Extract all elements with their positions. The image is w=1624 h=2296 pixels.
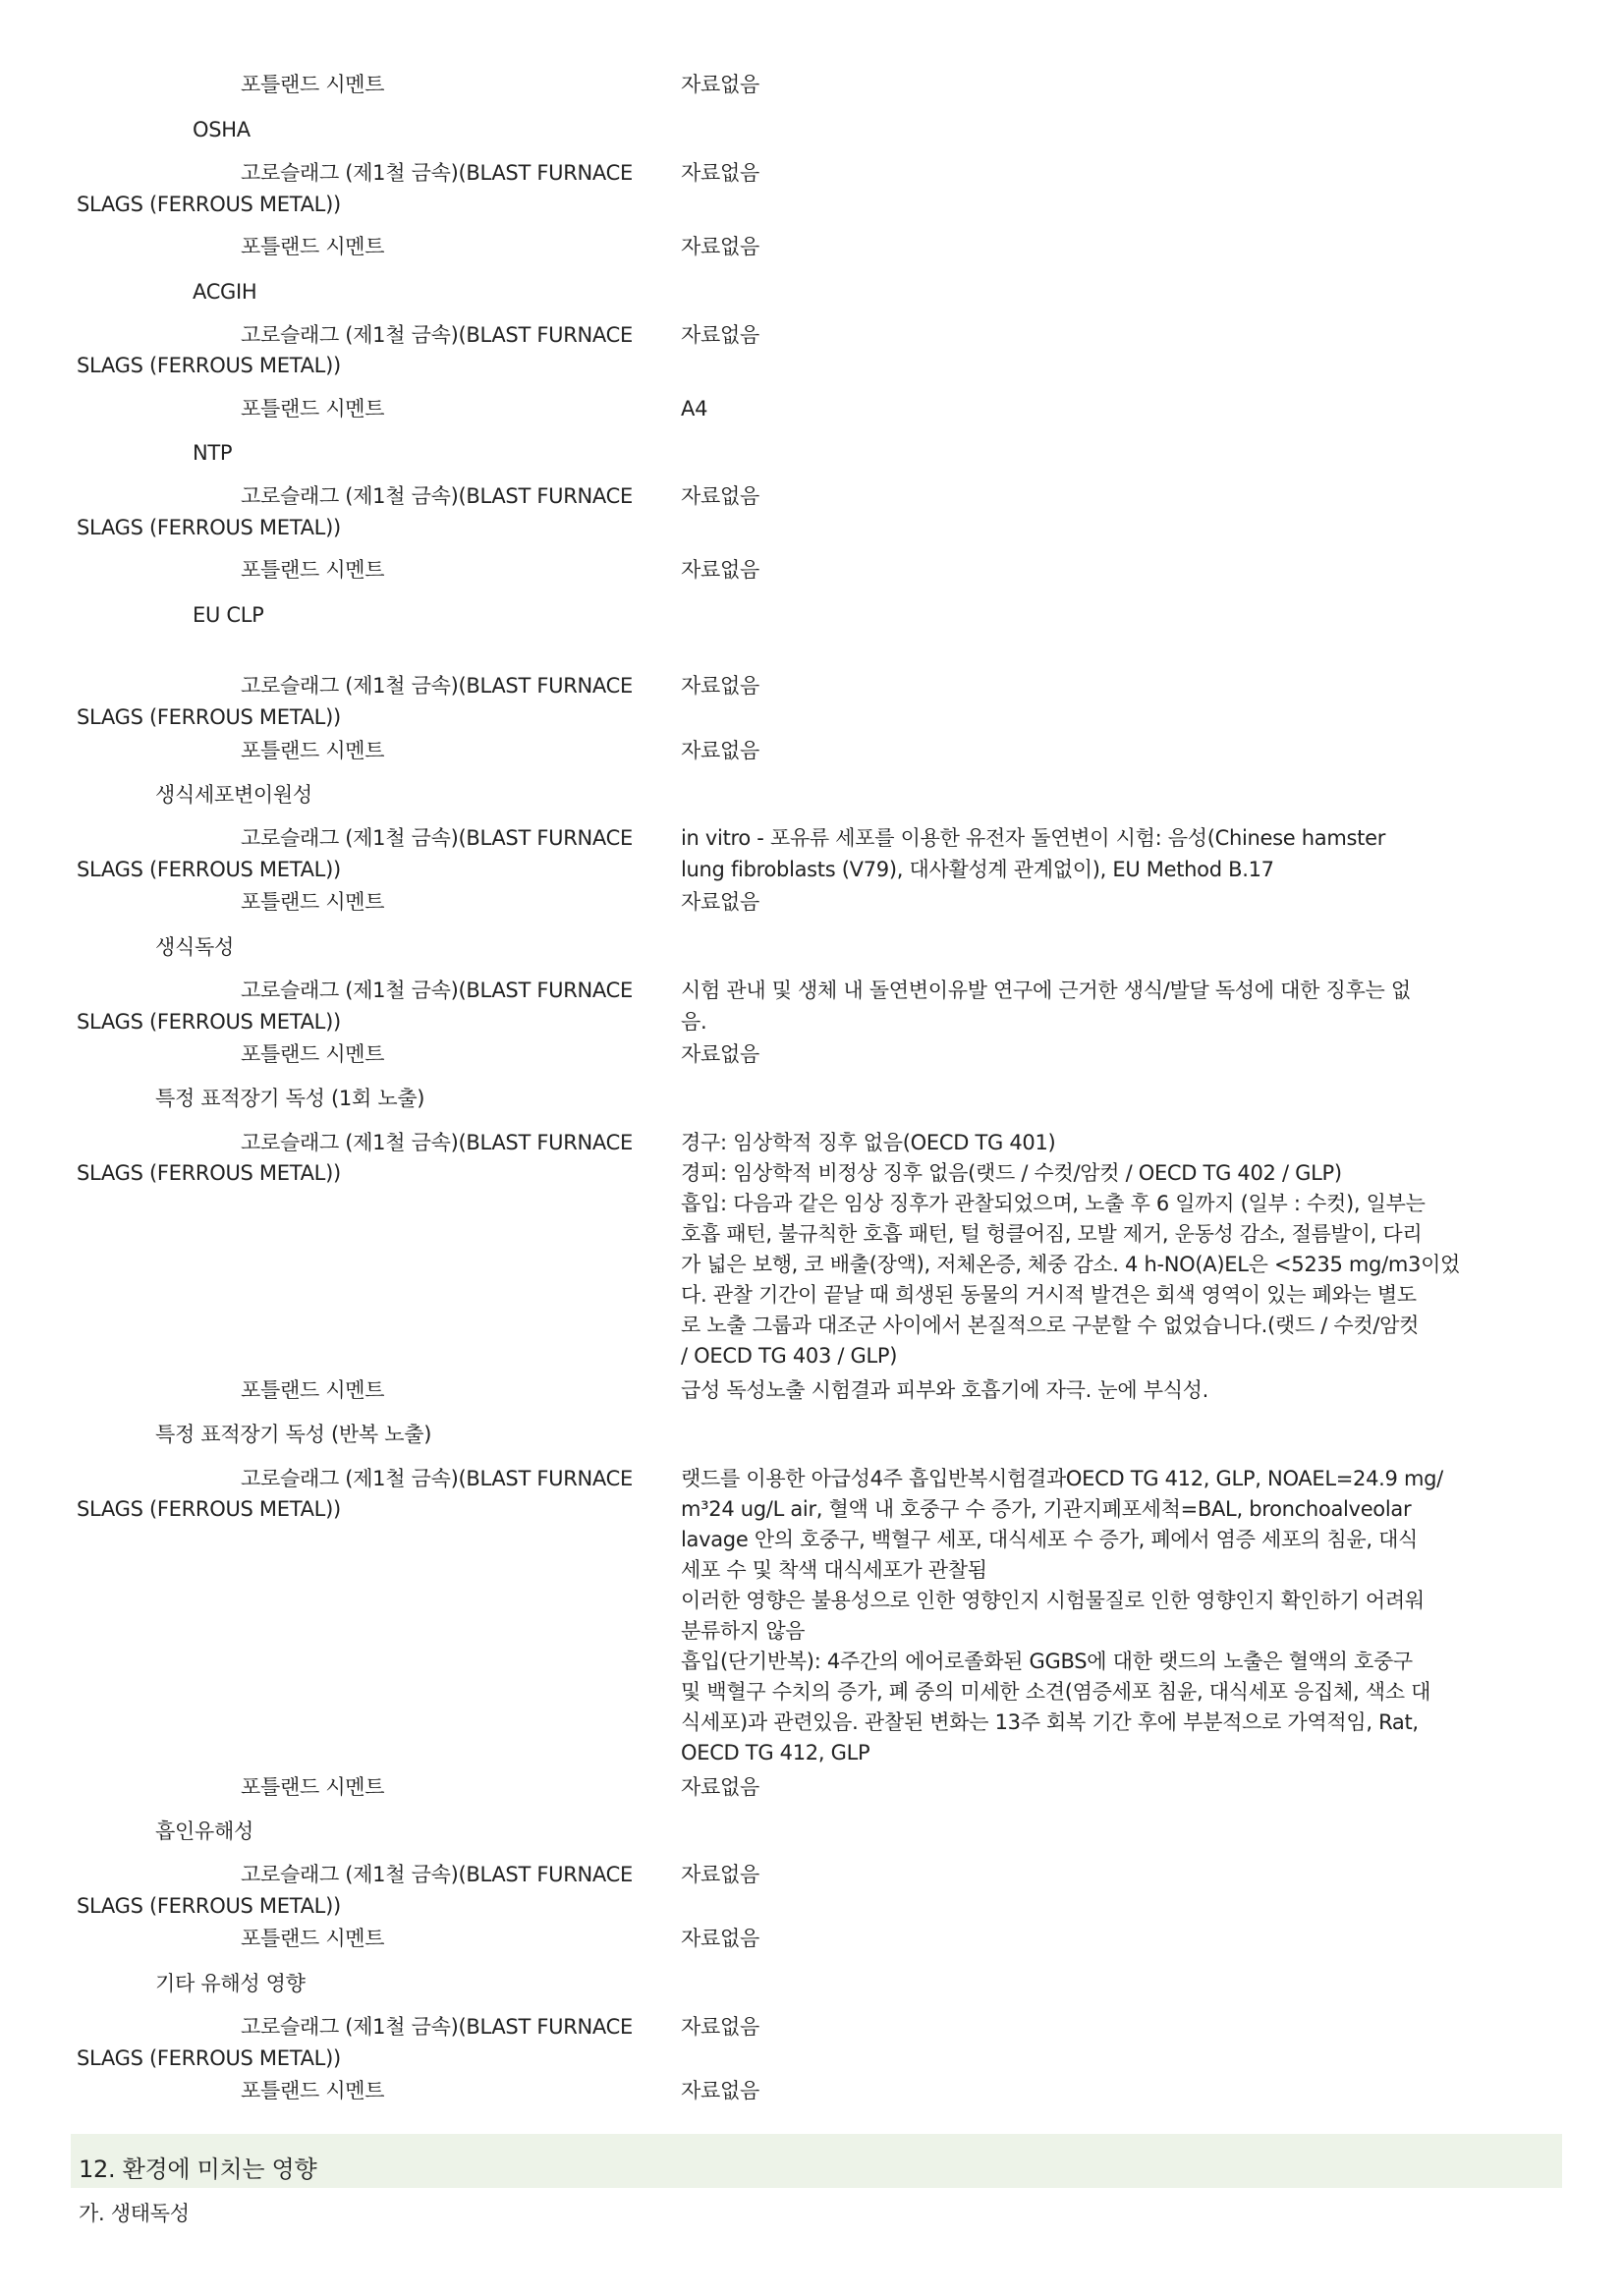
substance-name: 고로슬래그 (제1철 금속)(BLAST FURNACE	[241, 484, 633, 508]
property-value: 가 넓은 보행, 코 배출(장액), 저체온증, 체중 감소. 4 h-NO(A)EL은 <5235 mg/m3이었	[681, 1253, 1461, 1276]
substance-name-continued: SLAGS (FERROUS METAL))	[77, 1894, 341, 1918]
regulation-heading: NTP	[193, 441, 233, 465]
regulation-heading: EU CLP	[193, 603, 264, 627]
property-heading: 흡인유해성	[155, 1820, 253, 1843]
property-value: 세포 수 및 착색 대식세포가 관찰됨	[681, 1558, 987, 1582]
substance-name: 고로슬래그 (제1철 금속)(BLAST FURNACE	[241, 1131, 633, 1154]
substance-name: 포틀랜드 시멘트	[241, 890, 385, 914]
property-value: 자료없음	[681, 558, 759, 582]
property-value: 자료없음	[681, 674, 759, 698]
property-value: m³24 ug/L air, 혈액 내 호중구 수 증가, 기관지폐포세척=BAL, bronchoalveolar	[681, 1497, 1412, 1521]
substance-name: 고로슬래그 (제1철 금속)(BLAST FURNACE	[241, 1467, 633, 1490]
property-heading: 특정 표적장기 독성 (반복 노출)	[155, 1423, 432, 1446]
property-value: 자료없음	[681, 2015, 759, 2039]
property-value: 자료없음	[681, 73, 759, 96]
property-value: 자료없음	[681, 2079, 759, 2102]
property-value: 급성 독성노출 시험결과 피부와 호흡기에 자극. 눈에 부식성.	[681, 1378, 1209, 1402]
property-value: 시험 관내 및 생체 내 돌연변이유발 연구에 근거한 생식/발달 독성에 대한 징후는 없	[681, 979, 1411, 1002]
property-value: 흡입(단기반복): 4주간의 에어로졸화된 GGBS에 대한 랫드의 노출은 혈액의 호중구	[681, 1650, 1413, 1673]
section-title: 12. 환경에 미치는 영향	[79, 2156, 317, 2183]
property-value: 자료없음	[681, 323, 759, 347]
property-heading: 생식세포변이원성	[155, 783, 312, 807]
property-value: 자료없음	[681, 890, 759, 914]
substance-name: 고로슬래그 (제1철 금속)(BLAST FURNACE	[241, 979, 633, 1002]
property-value: lung fibroblasts (V79), 대사활성계 관계없이), EU Method B.17	[681, 858, 1274, 881]
property-value: 자료없음	[681, 1863, 759, 1886]
property-value: 자료없음	[681, 1927, 759, 1950]
property-value: 경피: 임상학적 비정상 징후 없음(랫드 / 수컷/암컷 / OECD TG 402 / GLP)	[681, 1161, 1342, 1185]
regulation-heading: ACGIH	[193, 280, 257, 304]
property-value: 랫드를 이용한 아급성4주 흡입반복시험결과OECD TG 412, GLP, NOAEL=24.9 mg/	[681, 1467, 1443, 1490]
property-value: lavage 안의 호중구, 백혈구 세포, 대식세포 수 증가, 폐에서 염증 세포의 침윤, 대식	[681, 1528, 1419, 1551]
property-value: 호흡 패턴, 불규칙한 호흡 패턴, 털 헝클어짐, 모발 제거, 운동성 감소, 절름발이, 다리	[681, 1222, 1423, 1246]
substance-name-continued: SLAGS (FERROUS METAL))	[77, 193, 341, 216]
substance-name: 포틀랜드 시멘트	[241, 558, 385, 582]
property-value: 음.	[681, 1010, 707, 1034]
substance-name: 고로슬래그 (제1철 금속)(BLAST FURNACE	[241, 1863, 633, 1886]
regulation-heading: OSHA	[193, 118, 251, 141]
property-value: 자료없음	[681, 161, 759, 185]
substance-name-continued: SLAGS (FERROUS METAL))	[77, 858, 341, 881]
substance-name: 고로슬래그 (제1철 금속)(BLAST FURNACE	[241, 161, 633, 185]
property-heading: 생식독성	[155, 935, 234, 959]
substance-name-continued: SLAGS (FERROUS METAL))	[77, 1161, 341, 1185]
property-value: OECD TG 412, GLP	[681, 1741, 870, 1764]
property-value: 자료없음	[681, 1775, 759, 1799]
substance-name-continued: SLAGS (FERROUS METAL))	[77, 354, 341, 377]
property-value: 식세포)과 관련있음. 관찰된 변화는 13주 회복 기간 후에 부분적으로 가역적임, Rat,	[681, 1710, 1419, 1734]
property-value: / OECD TG 403 / GLP)	[681, 1344, 898, 1368]
substance-name: 포틀랜드 시멘트	[241, 1927, 385, 1950]
property-heading: 기타 유해성 영향	[155, 1972, 306, 1995]
property-value: 로 노출 그룹과 대조군 사이에서 본질적으로 구분할 수 없었습니다.(랫드 / 수컷/암컷	[681, 1314, 1420, 1337]
substance-name-continued: SLAGS (FERROUS METAL))	[77, 2046, 341, 2070]
substance-name-continued: SLAGS (FERROUS METAL))	[77, 1010, 341, 1034]
property-value: 및 백혈구 수치의 증가, 폐 중의 미세한 소견(염증세포 침윤, 대식세포 응집체, 색소 대	[681, 1680, 1431, 1704]
property-value: in vitro - 포유류 세포를 이용한 유전자 돌연변이 시험: 음성(Chinese hamster	[681, 826, 1386, 850]
substance-name-continued: SLAGS (FERROUS METAL))	[77, 1497, 341, 1521]
property-value: 다. 관찰 기간이 끝날 때 희생된 동물의 거시적 발견은 회색 영역이 있는 폐와는 별도	[681, 1283, 1417, 1307]
substance-name: 포틀랜드 시멘트	[241, 2079, 385, 2102]
property-value: 흡입: 다음과 같은 임상 징후가 관찰되었으며, 노출 후 6 일까지 (일부 : 수컷), 일부는	[681, 1192, 1426, 1215]
substance-name: 포틀랜드 시멘트	[241, 235, 385, 258]
property-value: A4	[681, 397, 708, 420]
property-value: 경구: 임상학적 징후 없음(OECD TG 401)	[681, 1131, 1056, 1154]
substance-name: 포틀랜드 시멘트	[241, 1775, 385, 1799]
section-subtitle: 가. 생태독성	[79, 2202, 190, 2225]
property-value: 자료없음	[681, 235, 759, 258]
substance-name: 포틀랜드 시멘트	[241, 397, 385, 420]
substance-name: 고로슬래그 (제1철 금속)(BLAST FURNACE	[241, 2015, 633, 2039]
substance-name: 고로슬래그 (제1철 금속)(BLAST FURNACE	[241, 674, 633, 698]
substance-name: 포틀랜드 시멘트	[241, 73, 385, 96]
substance-name-continued: SLAGS (FERROUS METAL))	[77, 516, 341, 539]
property-heading: 특정 표적장기 독성 (1회 노출)	[155, 1087, 425, 1110]
substance-name: 고로슬래그 (제1철 금속)(BLAST FURNACE	[241, 826, 633, 850]
property-value: 자료없음	[681, 484, 759, 508]
property-value: 자료없음	[681, 1042, 759, 1066]
substance-name-continued: SLAGS (FERROUS METAL))	[77, 705, 341, 729]
substance-name: 포틀랜드 시멘트	[241, 1378, 385, 1402]
substance-name: 포틀랜드 시멘트	[241, 739, 385, 762]
property-value: 분류하지 않음	[681, 1619, 806, 1643]
property-value: 이러한 영향은 불용성으로 인한 영향인지 시험물질로 인한 영향인지 확인하기 어려워	[681, 1589, 1425, 1612]
property-value: 자료없음	[681, 739, 759, 762]
substance-name: 포틀랜드 시멘트	[241, 1042, 385, 1066]
substance-name: 고로슬래그 (제1철 금속)(BLAST FURNACE	[241, 323, 633, 347]
